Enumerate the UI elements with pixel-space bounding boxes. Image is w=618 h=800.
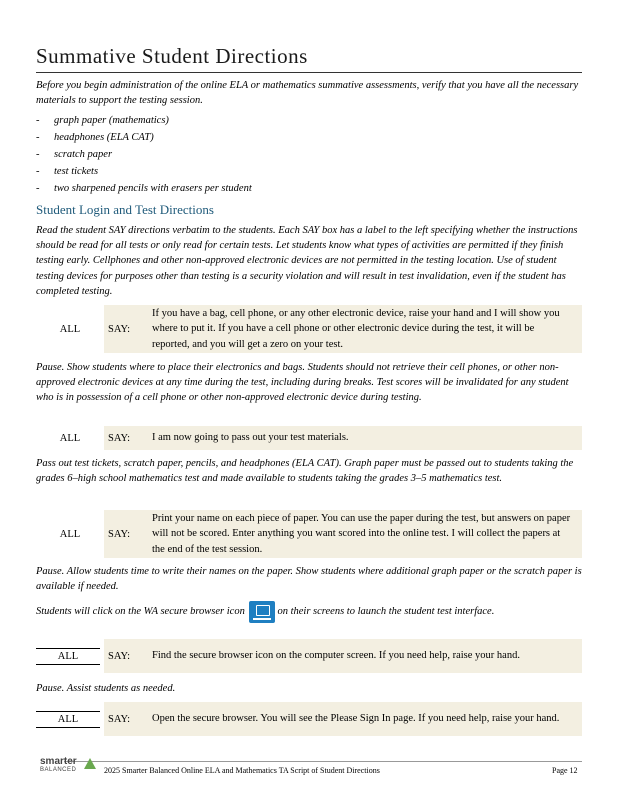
pause-paragraph: Pause. Show students where to place their electronics and bags. Students should not retrieve their cell phones, or other non-approved electronic devices at any time during the test, including during breaks. Test scores will be invalidated for any student who is in possession of a cell phone or other non-approved electronic device during testing. [36,362,569,404]
intro-paragraph: Before you begin administration of the online ELA or mathematics summative assessments, verify that you have all the necessary materials to support the testing session. [36,80,579,106]
say-text: Print your name on each piece of paper. You can use the paper during the test, but answers on paper will not be scored. Enter anything you want scored into the online test. I will collect the papers at the end of the test session. [152,512,571,555]
materials-list [36,112,252,197]
list-item: - scratch paper [36,149,113,160]
say-label: SAY: [108,323,130,335]
page-number: Page 12 [552,766,578,775]
say-text: I am now going to pass out your test materials. [152,432,349,444]
logo-mark-icon [84,758,96,769]
footer-divider [64,761,582,762]
say-label: SAY: [108,528,130,540]
say-text: If you have a bag, cell phone, or any other electronic device, raise your hand and I will show you where to put it. If you have a cell phone or other electronic device during the test, it will be reported, and you will get a zero on your test. [152,307,560,350]
click-icon-paragraph: Students will click on the WA secure browser icon on their screens to launch the student test interface. [36,600,582,624]
say-audience: ALL [59,323,81,335]
say-text: Find the secure browser icon on the computer screen. If you need help, raise your hand. [152,650,520,662]
list-item: - headphones (ELA CAT) [36,132,154,143]
say-box-electronics [36,305,582,353]
pass-out-paragraph: Pass out test tickets, scratch paper, pencils, and headphones (ELA CAT). Graph paper must be passed out to students taking the grades 6–high school mathematics test and made available to students taking the grades 3–5 mathematics test. [36,458,574,485]
say-audience: ALL [59,432,81,444]
pause-paragraph: Pause. Allow students time to write their names on the paper. Show students where additional graph paper or the scratch paper is available if needed. [36,566,582,593]
read-directions-paragraph: Read the student SAY directions verbatim to the students. Each SAY box has a label to the left specifying whether the instructions should be read for all tests or only read for certain tests. Let students know what types of activities are permitted if they finish testing early. Cellphones and other non-approved electronic devices are not permitted in the testing location. Use of student testing devices for purposes other than testing is a security violation and will result in test invalidation, even if the student has completed testing. [36,225,578,297]
smarter-balanced-logo: smarter BALANCED [40,756,98,784]
say-audience: ALL [36,648,100,665]
say-text: Open the secure browser. You will see the Please Sign In page. If you need help, raise your hand. [152,713,560,725]
footer-document-title: 2025 Smarter Balanced Online ELA and Mathematics TA Script of Student Directions [104,766,380,775]
say-label: SAY: [108,432,130,444]
secure-browser-icon [249,601,275,623]
pause-paragraph: Pause. Assist students as needed. [36,683,176,694]
say-box-find-icon [36,639,582,673]
say-box-print-name [36,510,582,558]
say-audience: ALL [59,528,81,540]
section-heading: Student Login and Test Directions [36,202,214,217]
list-item: - graph paper (mathematics) [36,115,169,126]
title-divider [36,72,582,73]
list-item: - two sharpened pencils with erasers per student [36,183,252,194]
page-title: Summative Student Directions [36,44,308,68]
say-audience: ALL [36,711,100,728]
say-label: SAY: [108,713,130,725]
say-box-materials [36,426,582,450]
say-label: SAY: [108,650,130,662]
say-box-open-browser [36,702,582,736]
list-item: - test tickets [36,166,99,177]
